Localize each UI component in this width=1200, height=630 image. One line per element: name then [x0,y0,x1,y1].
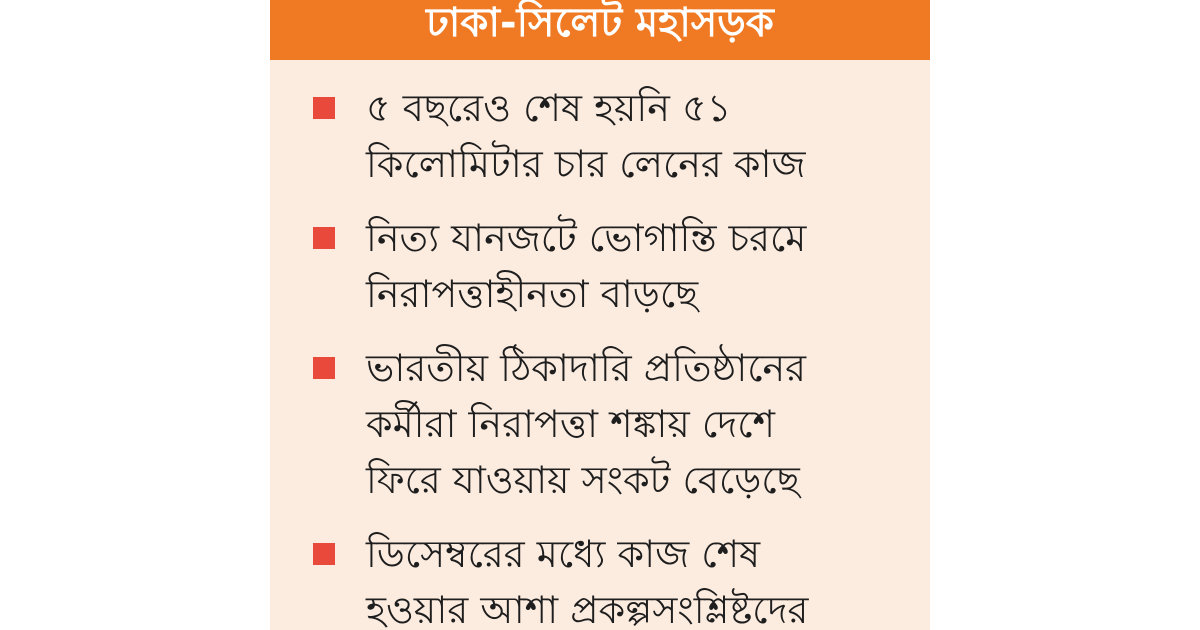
square-bullet-icon [313,543,335,565]
list-item [270,340,930,508]
list-item-line: ডিসেম্বরের মধ্যে কাজ শেষ [366,532,761,576]
list-item-line: কর্মীরা নিরাপত্তা শঙ্কায় দেশে [366,402,775,446]
list-item-line: ফিরে যাওয়ায় সংকট বেড়েছে [366,458,800,502]
square-bullet-icon [313,227,335,249]
info-card [270,0,930,630]
list-item-line: কিলোমিটার চার লেনের কাজ [366,142,806,186]
list-item-line: ৫ বছরেও শেষ হয়নি ৫১ [366,86,732,130]
bullet-list [270,80,930,630]
list-item-line: নিরাপত্তাহীনতা বাড়ছে [366,272,699,316]
square-bullet-icon [313,97,335,119]
card-title: ঢাকা-সিলেট মহাসড়ক [426,0,774,46]
card-header [270,0,930,60]
list-item [270,526,930,630]
list-item [270,210,930,322]
list-item-line: ভারতীয় ঠিকাদারি প্রতিষ্ঠানের [366,346,807,390]
list-item [270,80,930,192]
list-item-line: নিত্য যানজটে ভোগান্তি চরমে [366,216,807,260]
list-item-line: হওয়ার আশা প্রকল্পসংশ্লিষ্টদের [366,588,809,630]
square-bullet-icon [313,357,335,379]
